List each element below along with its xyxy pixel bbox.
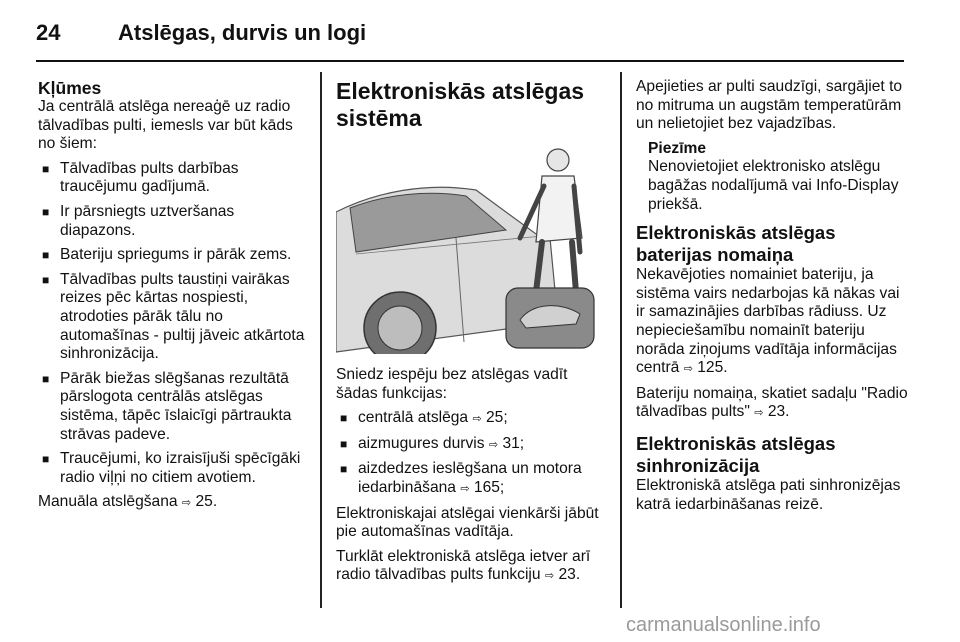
watermark: carmanualsonline.info: [626, 614, 821, 636]
list-item: ■ Tālvadības pults darbības traucējumu gadījumā.: [38, 160, 308, 197]
section-heading-battery: Elektroniskās atslēgas baterijas nomaiņa: [636, 222, 836, 266]
page-reference[interactable]: 23.: [558, 566, 581, 584]
column-middle: [336, 78, 606, 592]
manual-unlock-reference: Manuāla atslēgšana ⇨ 25.: [38, 493, 218, 511]
page-header: [36, 14, 904, 58]
page-reference[interactable]: 165;: [473, 478, 505, 496]
note-box: [636, 140, 908, 214]
paragraph: Elektroniskajai atslēgai vienkārši jābūt pie automašīnas vadītāja.: [336, 504, 599, 541]
list-item: ■ aizmugures durvis ⇨ 31;: [336, 435, 606, 455]
page-reference[interactable]: 23.: [767, 403, 790, 421]
list-item: ■ Bateriju spriegums ir pārāk zems.: [38, 246, 308, 265]
page-reference[interactable]: 25;: [486, 409, 508, 427]
page-number: 24: [36, 20, 61, 45]
paragraph: Bateriju nomaiņa, skatiet sadaļu "Radio tālvadības pults" ⇨ 23.: [636, 384, 908, 421]
paragraph: Apejieties ar pulti saudzīgi, sargājiet to no mitruma un augstām temperatūrām un nelietojiet bez vajadzības.: [636, 78, 903, 133]
column-left: [38, 78, 308, 519]
page-reference-arrow-icon: ⇨: [181, 496, 192, 510]
paragraph: Nekavējoties nomainiet bateriju, ja sistēma vairs nedarbojas kā nākas vai ir samazinājies darbības rādiuss. Uz nepieciešamību nomainīt bateriju norāda ziņojums vadītāja informācijas centrā ⇨ 125.: [636, 266, 900, 377]
page-reference[interactable]: 125.: [697, 359, 728, 377]
section-heading-sync: Elektroniskās atslēgas sinhronizācija: [636, 432, 836, 476]
list-item: ■ centrālā atslēga ⇨ 25;: [336, 409, 606, 429]
electronic-key-illustration: [336, 142, 598, 354]
page-reference-arrow-icon: ⇨: [754, 406, 764, 420]
column-divider: [620, 72, 622, 608]
page-reference-arrow-icon: ⇨: [472, 412, 482, 426]
fault-list: [38, 160, 308, 488]
paragraph: Elektroniskā atslēga pati sinhronizējas katrā iedarbināšanas reizē.: [636, 476, 901, 513]
paragraph: Turklāt elektroniskā atslēga ietver arī radio tālvadības pults funkciju ⇨ 23.: [336, 547, 591, 584]
list-item: ■ Traucējumi, ko izraisījuši spēcīgāki radio viļņi no citiem avotiem.: [38, 450, 308, 487]
note-text: Nenovietojiet elektronisko atslēgu bagāžas nodalījumā vai Info-Display priekšā.: [648, 158, 899, 213]
note-title: Piezīme: [648, 139, 707, 157]
page-reference-arrow-icon: ⇨: [544, 569, 555, 583]
page-title: Atslēgas, durvis un logi: [118, 20, 367, 45]
header-rule: [36, 60, 904, 62]
function-list: [336, 409, 606, 498]
list-item: ■ aizdedzes ieslēgšana un motora iedarbināšana ⇨ 165;: [336, 460, 606, 498]
page-reference-arrow-icon: ⇨: [683, 362, 693, 376]
list-item: ■ Pārāk biežas slēgšanas rezultātā pārslogota centrālās atslēgas sistēma, tāpēc īslaicīgi pārtraukta strāvas padeve.: [38, 370, 308, 444]
column-right: [636, 78, 908, 520]
page-reference[interactable]: 25.: [195, 493, 218, 511]
section-heading-faults: Kļūmes: [38, 78, 102, 98]
column-divider: [320, 72, 322, 608]
intro-text: Ja centrālā atslēga nereaģē uz radio tālvadības pulti, iemesls var būt kāds no šiem:: [38, 98, 293, 153]
page-reference-arrow-icon: ⇨: [460, 481, 470, 495]
page-reference-arrow-icon: ⇨: [488, 437, 499, 451]
section-heading-electronic-key: Elektroniskās atslēgas sistēma: [336, 78, 585, 131]
list-item: ■ Ir pārsniegts uztveršanas diapazons.: [38, 203, 308, 240]
page-reference[interactable]: 31;: [502, 434, 525, 452]
list-item: ■ Tālvadības pults taustiņi vairākas reizes pēc kārtas nospiesti, atrodoties pārāk tālu no automašīnas - pultij jāveic atkārtota sinhronizācija.: [38, 271, 308, 364]
intro-text: Sniedz iespēju bez atslēgas vadīt šādas funkcijas:: [336, 366, 568, 402]
